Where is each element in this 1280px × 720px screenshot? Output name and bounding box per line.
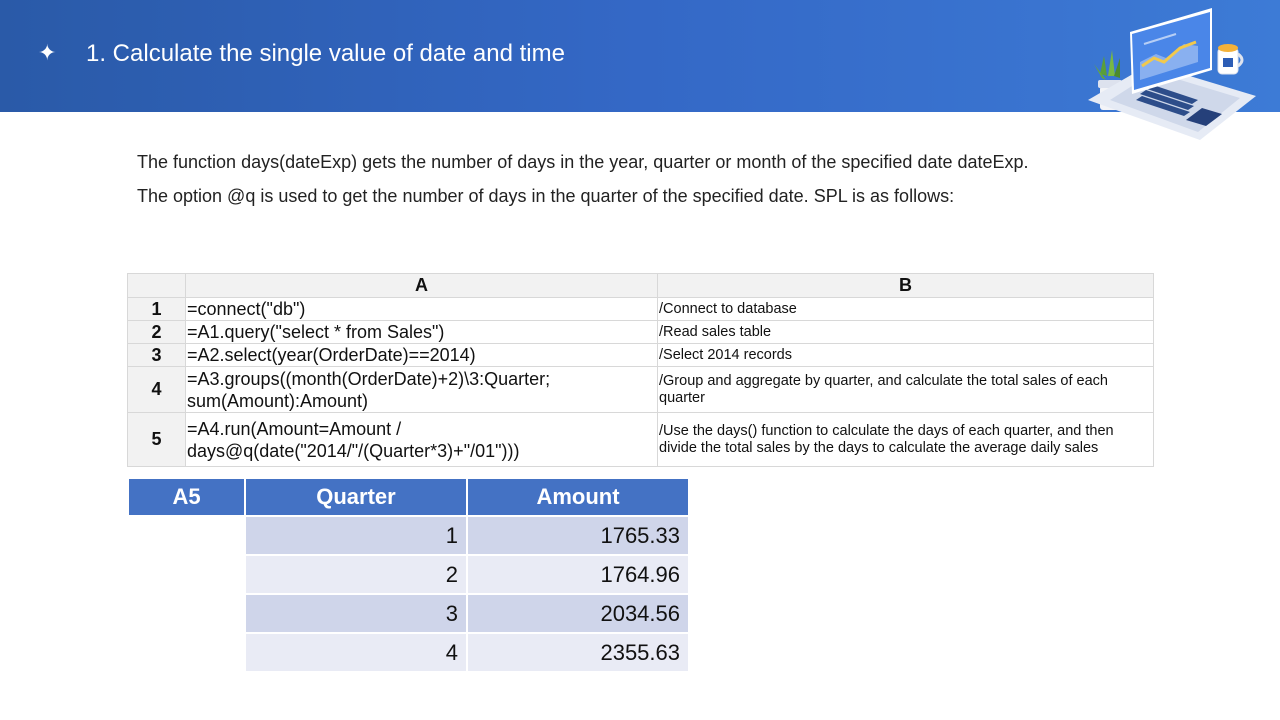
blank-cell (128, 516, 245, 555)
cell-b4[interactable]: /Group and aggregate by quarter, and calculate the total sales of each quarter (658, 367, 1154, 413)
table-row (128, 555, 689, 594)
intro-line-1: The function days(dateExp) gets the number of days in the year, quarter or month of the specified date dateExp. (137, 152, 1029, 172)
column-header-b: B (658, 274, 1154, 298)
table-row (128, 594, 689, 633)
column-header-a: A (186, 274, 658, 298)
amount-cell: 1765.33 (467, 516, 689, 555)
blank-cell (128, 633, 245, 672)
quarter-cell: 2 (245, 555, 467, 594)
quarter-header: Quarter (245, 478, 467, 516)
cell-a5[interactable]: =A4.run(Amount=Amount / days@q(date("2014/"/(Quarter*3)+"/01"))) (186, 413, 658, 467)
result-table (127, 477, 690, 673)
row-number: 5 (128, 413, 186, 467)
spl-row (128, 413, 1154, 467)
spl-row (128, 321, 1154, 344)
amount-cell: 2355.63 (467, 633, 689, 672)
blank-cell (128, 555, 245, 594)
spl-row (128, 344, 1154, 367)
laptop-illustration-icon (1080, 4, 1260, 144)
cell-b1[interactable]: /Connect to database (658, 298, 1154, 321)
table-row (128, 633, 689, 672)
blank-cell (128, 594, 245, 633)
cell-a3[interactable]: =A2.select(year(OrderDate)==2014) (186, 344, 658, 367)
cell-a1[interactable]: =connect("db") (186, 298, 658, 321)
amount-cell: 2034.56 (467, 594, 689, 633)
row-number: 2 (128, 321, 186, 344)
spl-row (128, 367, 1154, 413)
intro-text (137, 148, 1197, 216)
row-number: 4 (128, 367, 186, 413)
quarter-cell: 4 (245, 633, 467, 672)
table-row (128, 516, 689, 555)
quarter-cell: 1 (245, 516, 467, 555)
corner-cell (128, 274, 186, 298)
spl-row (128, 298, 1154, 321)
intro-line-2: The option @q is used to get the number of days in the quarter of the specified date. SPL is as follows: (137, 186, 955, 206)
page-title: 1. Calculate the single value of date and time (86, 40, 565, 67)
cell-b2[interactable]: /Read sales table (658, 321, 1154, 344)
cell-b5[interactable]: /Use the days() function to calculate the days of each quarter, and then divide the total sales by the days to calculate the average daily sales (658, 413, 1154, 467)
cell-b3[interactable]: /Select 2014 records (658, 344, 1154, 367)
title-banner (0, 0, 1280, 112)
coffee-cup-icon (1218, 44, 1242, 74)
result-header-row (128, 478, 689, 516)
quarter-cell: 3 (245, 594, 467, 633)
cell-ref-header: A5 (128, 478, 245, 516)
spl-header-row (128, 274, 1154, 298)
row-number: 1 (128, 298, 186, 321)
amount-header: Amount (467, 478, 689, 516)
cell-a2[interactable]: =A1.query("select * from Sales") (186, 321, 658, 344)
row-number: 3 (128, 344, 186, 367)
bullet-star-icon: ✦ (38, 41, 57, 66)
cell-a4[interactable]: =A3.groups((month(OrderDate)+2)\3:Quarter; sum(Amount):Amount) (186, 367, 658, 413)
amount-cell: 1764.96 (467, 555, 689, 594)
spl-code-table (127, 273, 1154, 467)
